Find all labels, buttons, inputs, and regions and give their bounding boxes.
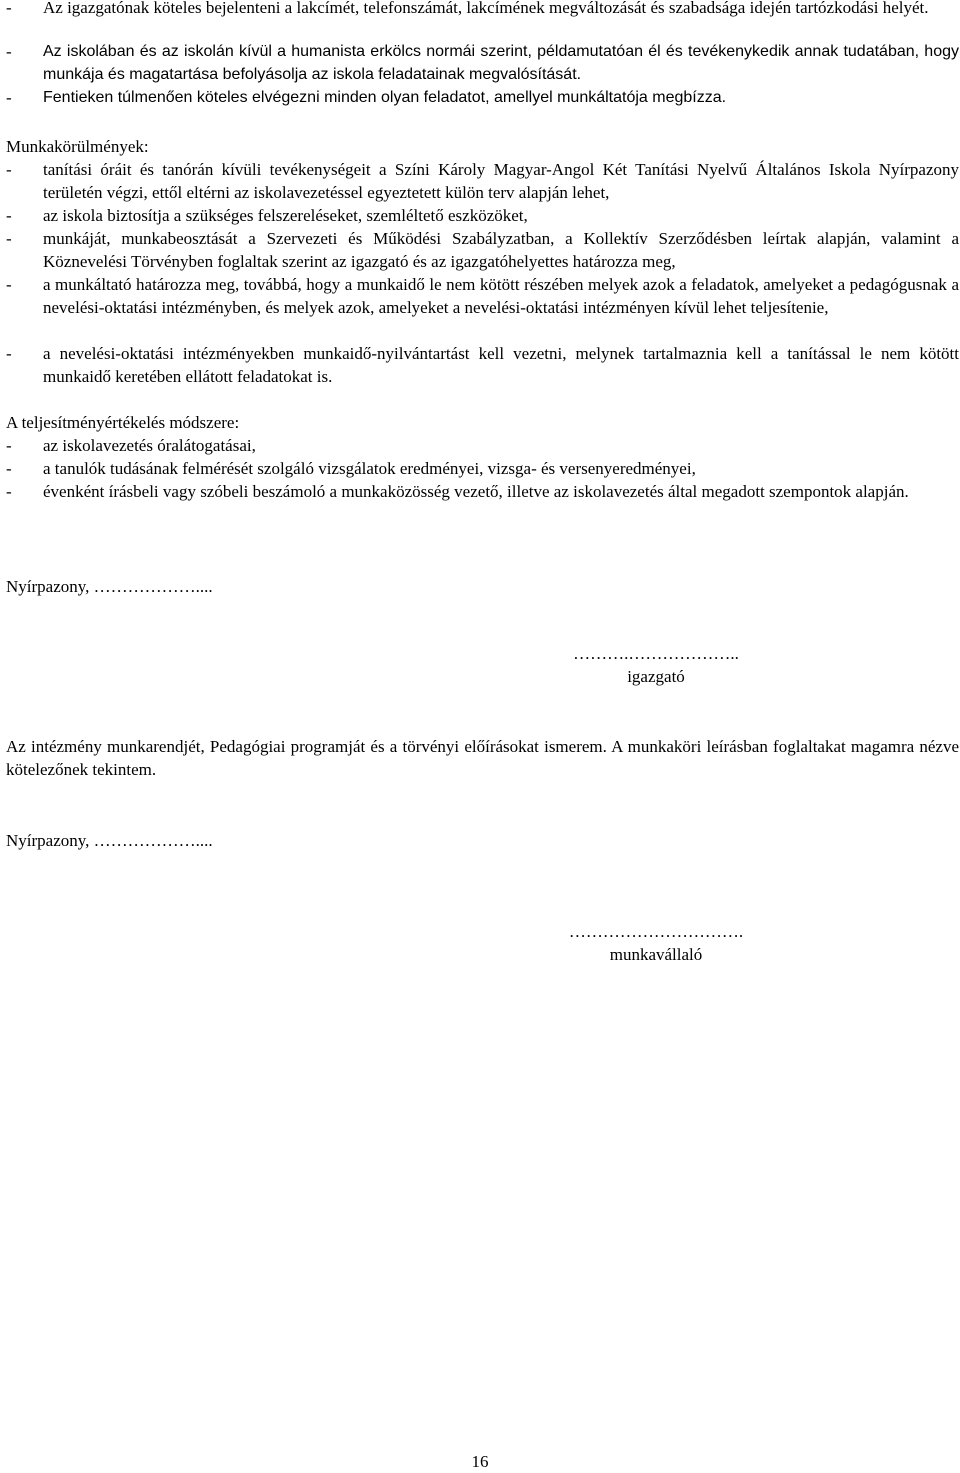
list-item-text: Az igazgatónak köteles bejelenteni a lakcímét, telefonszámát, lakcímének megváltozását és szabadsága idején tartózkodási helyét. xyxy=(43,0,929,17)
list-dash: - xyxy=(6,275,12,294)
list-item xyxy=(6,457,959,480)
place-date-line: Nyírpazony, ……………….... xyxy=(6,831,213,850)
list-dash: - xyxy=(6,436,12,455)
list-dash: - xyxy=(6,160,12,179)
list-item xyxy=(6,40,959,86)
list-item xyxy=(6,227,959,273)
list-dash: - xyxy=(6,0,12,17)
list-item xyxy=(6,158,959,204)
acknowledgement-paragraph: Az intézmény munkarendjét, Pedagógiai programját és a törvényi előírásokat ismerem. A munkaköri leírásban foglaltakat magamra nézve kötelezőnek tekintem. xyxy=(6,737,959,779)
list-item-text: Fentieken túlmenően köteles elvégezni minden olyan feladatot, amellyel munkáltatója megbízza. xyxy=(43,89,727,106)
list-item xyxy=(6,0,959,19)
list-dash: - xyxy=(6,206,12,225)
list-dash: - xyxy=(6,482,12,501)
list-dash: - xyxy=(6,459,12,478)
signature-dots: …………………………. xyxy=(568,922,744,941)
list-item-text: a tanulók tudásának felmérését szolgáló vizsgálatok eredményei, vizsga- és versenyeredményei, xyxy=(43,459,696,478)
list-item xyxy=(6,434,959,457)
signature-role-employee: munkavállaló xyxy=(609,945,703,964)
list-item xyxy=(6,86,959,109)
list-item xyxy=(6,204,959,227)
list-dash: - xyxy=(6,42,12,61)
list-item-text: a nevelési-oktatási intézményekben munkaidő-nyilvántartást kell vezetni, melynek tartalmaznia kell a tanítással le nem kötött munkaidő keretében ellátott feladatokat is. xyxy=(43,344,959,386)
list-dash: - xyxy=(6,88,12,107)
list-item xyxy=(6,273,959,319)
list-item-text: az iskola biztosítja a szükséges felszereléseket, szemléltető eszközöket, xyxy=(43,206,528,225)
list-item-text: tanítási óráit és tanórán kívüli tevékenységeit a Színi Károly Magyar-Angol Két Tanítási Nyelvű Általános Iskola Nyírpazony területén végzi, ettől eltérni az iskolavezetéssel egyeztetett külön terv alapján lehet, xyxy=(43,160,959,202)
list-item-text: munkáját, munkabeosztását a Szervezeti és Működési Szabályzatban, a Kollektív Szerződésben leírtak alapján, valamint a Köznevelési Törvényben foglaltak szerint az igazgató és az igazgatóhelyettes határozza meg, xyxy=(43,229,959,271)
list-dash: - xyxy=(6,344,12,363)
list-item-text: a munkáltató határozza meg, továbbá, hogy a munkaidő le nem kötött részében melyek azok a feladatok, amelyeket a pedagógusnak a nevelési-oktatási intézményben, és melyek azok, amelyeket a nevelési-oktatási intézményen kívül lehet teljesítenie, xyxy=(43,275,959,317)
section-heading-conditions: Munkakörülmények: xyxy=(6,137,149,156)
list-dash: - xyxy=(6,229,12,248)
list-item xyxy=(6,480,959,503)
list-item xyxy=(6,342,959,388)
section-heading-evaluation: A teljesítményértékelés módszere: xyxy=(6,413,240,432)
place-date-line: Nyírpazony, ……………….... xyxy=(6,577,213,596)
signature-dots: ……….……………….. xyxy=(573,644,739,663)
signature-role-principal: igazgató xyxy=(627,667,685,686)
page-number: 16 xyxy=(471,1452,489,1471)
list-item-text: évenként írásbeli vagy szóbeli beszámoló a munkaközösség vezető, illetve az iskolavezetés által megadott szempontok alapján. xyxy=(43,482,909,501)
list-item-text: Az iskolában és az iskolán kívül a humanista erkölcs normái szerint, példamutatóan él és tevékenykedik annak tudatában, hogy munkája és magatartása befolyásolja az iskola feladatainak megvalósítását. xyxy=(43,43,959,83)
list-item-text: az iskolavezetés óralátogatásai, xyxy=(43,436,256,455)
